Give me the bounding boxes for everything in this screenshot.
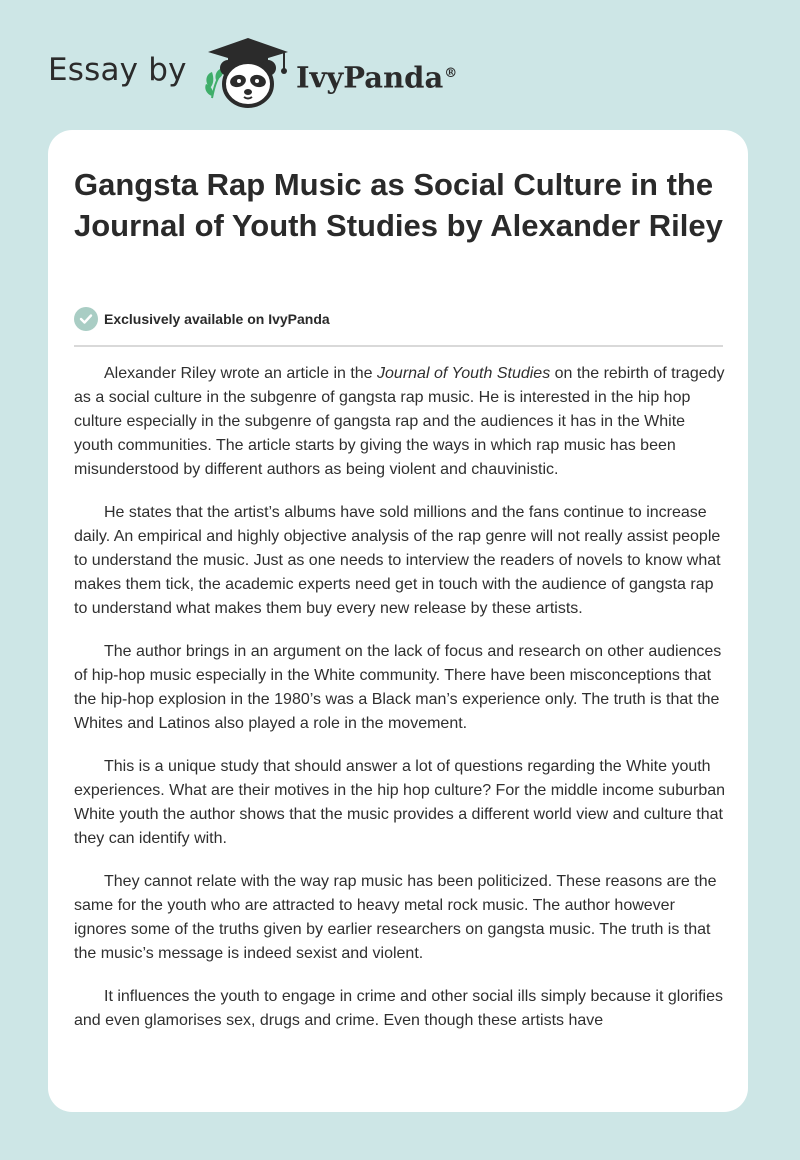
- paragraph-1: [74, 362, 726, 482]
- badge-label: Exclusively available on IvyPanda: [104, 311, 330, 327]
- trademark-mark: ®: [444, 66, 458, 81]
- paragraph-4: This is a unique study that should answer a lot of questions regarding the White youth experiences. What are their motives in the hip hop culture? For the middle income suburban White youth the author shows that the music provides a different world view and culture that they can identify with.: [74, 758, 726, 847]
- essay-body: [74, 362, 726, 1052]
- paragraph-6: It influences the youth to engage in crime and other social ills simply because it glorifies and even glamorises sex, drugs and crime. Even though these artists have: [74, 988, 723, 1029]
- divider: [74, 345, 723, 347]
- paragraph-1-rest: on the rebirth of tragedy as a social culture in the subgenre of gangsta rap music. He is interested in the hip hop culture especially in the subgenre of gangsta rap and the audiences it has in the White youth communities. The article starts by giving the ways in which rap music has been misunderstood by different authors as being violent and chauvinistic.: [74, 365, 725, 478]
- brand-prefix: Essay by: [48, 52, 187, 88]
- check-circle-icon: [74, 307, 98, 331]
- brand-name: [296, 54, 457, 98]
- paragraph-1-lead: Alexander Riley wrote an article in the: [104, 365, 378, 382]
- brand-name-text: IvyPanda: [296, 60, 444, 95]
- journal-name: Journal of Youth Studies: [377, 365, 551, 382]
- ivypanda-logo-icon[interactable]: [202, 36, 292, 110]
- paragraph-2: He states that the artist’s albums have sold millions and the fans continue to increase daily. An empirical and highly objective analysis of the rap genre will not really assist people to understand the music. Just as one needs to interview the readers of novels to know what makes them tick, the academic experts need get in touch with the audience of gangsta rap to understand what makes them buy every new release by these artists.: [74, 504, 721, 617]
- exclusive-badge: [74, 307, 330, 331]
- essay-title: Gangsta Rap Music as Social Culture in the Journal of Youth Studies by Alexander Riley: [74, 167, 723, 243]
- paragraph-5: They cannot relate with the way rap music has been politicized. These reasons are the same for the youth who are attracted to heavy metal rock music. The author however ignores some of the truths given by earlier researchers on gangsta music. The truth is that the music’s message is indeed sexist and violent.: [74, 873, 717, 962]
- essay-card: [48, 130, 748, 1112]
- site-header: [0, 0, 800, 130]
- paragraph-3: The author brings in an argument on the lack of focus and research on other audiences of hip-hop music especially in the White community. There have been misconceptions that the hip-hop explosion in the 1980’s was a Black man’s experience only. The truth is that the Whites and Latinos also played a role in the movement.: [74, 643, 722, 732]
